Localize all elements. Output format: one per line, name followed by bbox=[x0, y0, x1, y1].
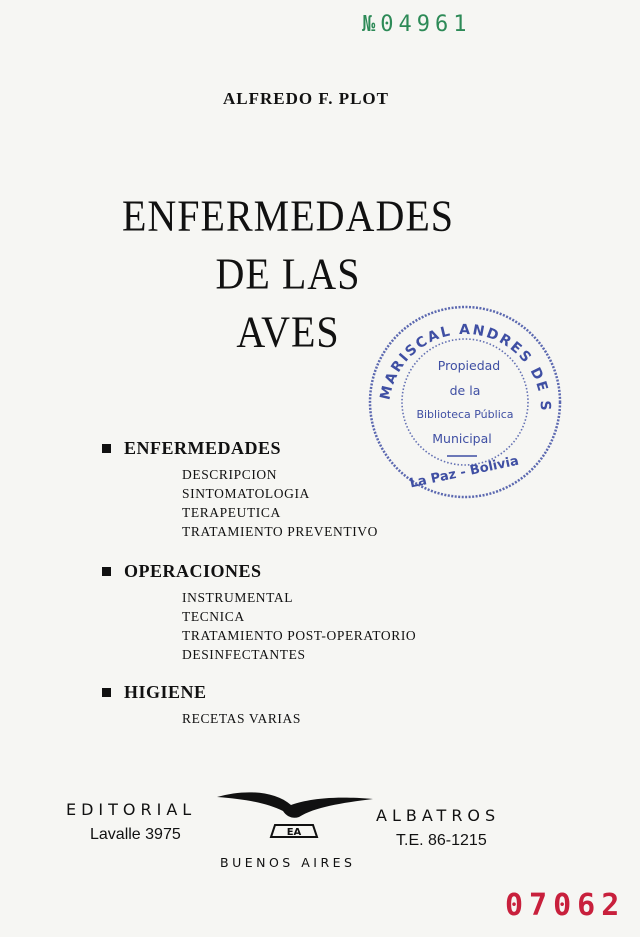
section-heading bbox=[100, 682, 301, 703]
list-item: TRATAMIENTO POST-OPERATORIO bbox=[182, 628, 417, 643]
section-items bbox=[182, 709, 301, 728]
albatros-logo bbox=[215, 785, 375, 850]
library-stamp-seal bbox=[365, 300, 565, 500]
publisher-right-name: ALBATROS bbox=[376, 806, 501, 825]
stamp-place: La Paz - Bolivia bbox=[408, 453, 521, 492]
square-bullet-icon bbox=[102, 444, 111, 453]
publisher-city: BUENOS AIRES bbox=[220, 855, 356, 870]
bottom-inventory-number: 07062 bbox=[505, 888, 626, 923]
list-item: TECNICA bbox=[182, 609, 245, 624]
author-name: ALFREDO F. PLOT bbox=[223, 89, 389, 108]
section-operaciones bbox=[100, 561, 416, 664]
list-item: SINTOMATOLOGIA bbox=[182, 486, 310, 501]
section-heading bbox=[100, 438, 378, 459]
stamp-line: Municipal bbox=[432, 431, 492, 446]
stamp-line: de la bbox=[449, 383, 481, 398]
section-items bbox=[182, 465, 378, 541]
square-bullet-icon bbox=[102, 688, 111, 697]
publisher-phone: T.E. 86-1215 bbox=[396, 832, 487, 849]
section-enfermedades bbox=[100, 438, 378, 541]
section-heading-text: OPERACIONES bbox=[124, 561, 262, 581]
list-item: RECETAS VARIAS bbox=[182, 711, 301, 726]
stamp-ring-text: MARISCAL ANDRES DE S bbox=[377, 321, 554, 413]
title-line-3: AVES bbox=[236, 306, 340, 357]
library-stamp bbox=[365, 300, 565, 500]
stamp-line: Propiedad bbox=[437, 358, 501, 373]
albatros-bird-icon bbox=[215, 785, 375, 850]
title-line-1: ENFERMEDADES bbox=[121, 190, 455, 241]
list-item: DESCRIPCION bbox=[182, 467, 278, 482]
stamp-line: Biblioteca Pública bbox=[416, 408, 514, 421]
square-bullet-icon bbox=[102, 567, 111, 576]
list-item: DESINFECTANTES bbox=[182, 647, 306, 662]
publisher-address: Lavalle 3975 bbox=[90, 826, 181, 843]
title-line-2: DE LAS bbox=[215, 248, 361, 299]
section-heading bbox=[100, 561, 416, 582]
list-item: INSTRUMENTAL bbox=[182, 590, 294, 605]
section-items bbox=[182, 588, 416, 664]
list-item: TRATAMIENTO PREVENTIVO bbox=[182, 524, 378, 539]
inventory-number-stamp: №04961 bbox=[362, 12, 472, 37]
publisher-left-name: EDITORIAL bbox=[66, 800, 197, 819]
logo-initials: EA bbox=[286, 827, 302, 838]
list-item: TERAPEUTICA bbox=[182, 505, 281, 520]
section-higiene bbox=[100, 682, 301, 728]
section-heading-text: ENFERMEDADES bbox=[124, 438, 282, 458]
section-heading-text: HIGIENE bbox=[124, 682, 207, 702]
